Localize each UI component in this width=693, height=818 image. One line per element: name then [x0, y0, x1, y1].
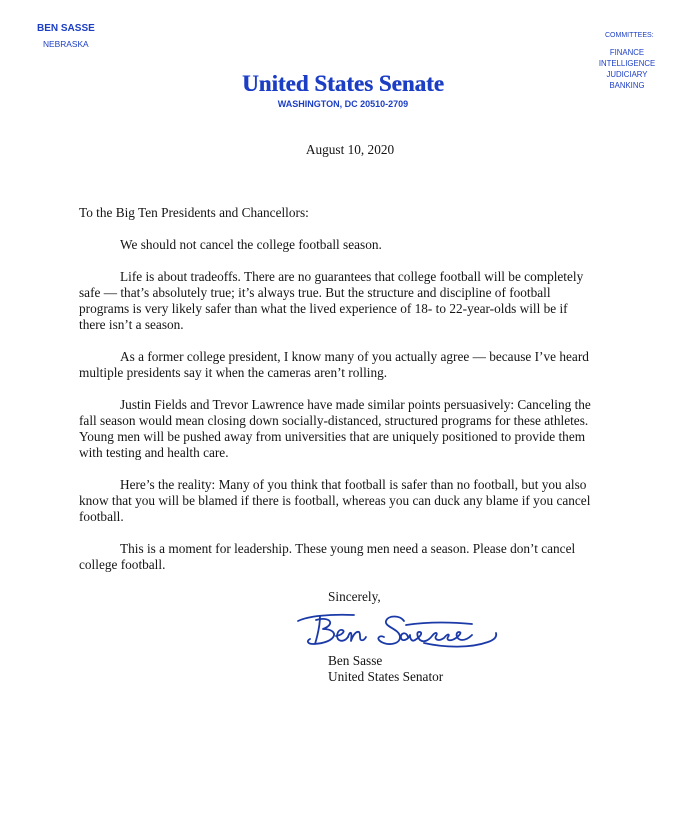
signer-title: United States Senator: [328, 669, 444, 684]
letter-body: [79, 205, 659, 573]
committee-banking: BANKING: [609, 81, 645, 90]
paragraph-line: know that you will be blamed if there is football, whereas you can duck any blame if you cancel: [79, 493, 591, 508]
signature-stroke: [336, 630, 348, 641]
salutation: To the Big Ten Presidents and Chancellors:: [79, 205, 309, 220]
committees-list: [587, 47, 667, 91]
signature-stroke: [406, 623, 472, 625]
paragraph-1: [79, 237, 659, 253]
paragraph-line: Young men will be pushed away from universities that are uniquely positioned to provide them: [79, 429, 586, 444]
paragraph-line: fall season would mean closing down socially-distanced, structured programs for these athletes.: [79, 413, 589, 428]
paragraph-line: We should not cancel the college football season.: [120, 237, 382, 252]
committee-finance: FINANCE: [609, 48, 645, 57]
paragraph-line: This is a moment for leadership. These young men need a season. Please don’t cancel: [120, 541, 576, 556]
letterhead-address: WASHINGTON, DC 20510-2709: [277, 99, 409, 109]
paragraph-line: Justin Fields and Trevor Lawrence have made similar points persuasively: Canceling the: [120, 397, 591, 412]
paragraph-2: [79, 269, 659, 333]
paragraph-6: [79, 541, 659, 573]
paragraph-line: with testing and health care.: [79, 445, 229, 460]
signature-stroke: [415, 632, 472, 641]
letter-date: August 10, 2020: [305, 142, 395, 157]
signature-stroke: [308, 619, 334, 644]
paragraph-line: Here’s the reality: Many of you think that football is safer than no football, but you also: [120, 477, 587, 492]
signature-stroke: [401, 633, 415, 640]
paragraph-line: college football.: [79, 557, 166, 572]
paragraph-line: multiple presidents say it when the cameras aren’t rolling.: [79, 365, 388, 380]
signature-stroke: [298, 615, 354, 621]
paragraph-4: [79, 397, 659, 461]
letterhead-title: United States Senate: [242, 71, 444, 96]
valediction: Sincerely,: [328, 589, 381, 604]
signature-stroke: [378, 617, 404, 645]
paragraph-3: [79, 349, 659, 381]
paragraph-line: safe — that’s absolutely true; it’s always true. But the structure and discipline of football: [79, 285, 551, 300]
paragraph-line: Life is about tradeoffs. There are no guarantees that college football will be completely: [120, 269, 584, 284]
signature: [296, 606, 502, 654]
signer-name: Ben Sasse: [328, 653, 383, 668]
senator-name: BEN SASSE: [37, 23, 95, 34]
paragraph-line: As a former college president, I know many of you actually agree — because I’ve heard: [120, 349, 589, 364]
paragraph-line: programs is very likely safer than what the lived experience of 18- to 22-year-olds will be if: [79, 301, 568, 316]
paragraph-line: football.: [79, 509, 124, 524]
senator-state: NEBRASKA: [43, 39, 89, 49]
signature-stroke: [348, 632, 366, 641]
paragraph-line: there isn’t a season.: [79, 317, 184, 332]
committee-judiciary: JUDICIARY: [606, 70, 648, 79]
committee-intelligence: INTELLIGENCE: [598, 59, 656, 68]
paragraph-5: [79, 477, 659, 525]
committees-label: COMMITTEES:: [605, 32, 654, 39]
